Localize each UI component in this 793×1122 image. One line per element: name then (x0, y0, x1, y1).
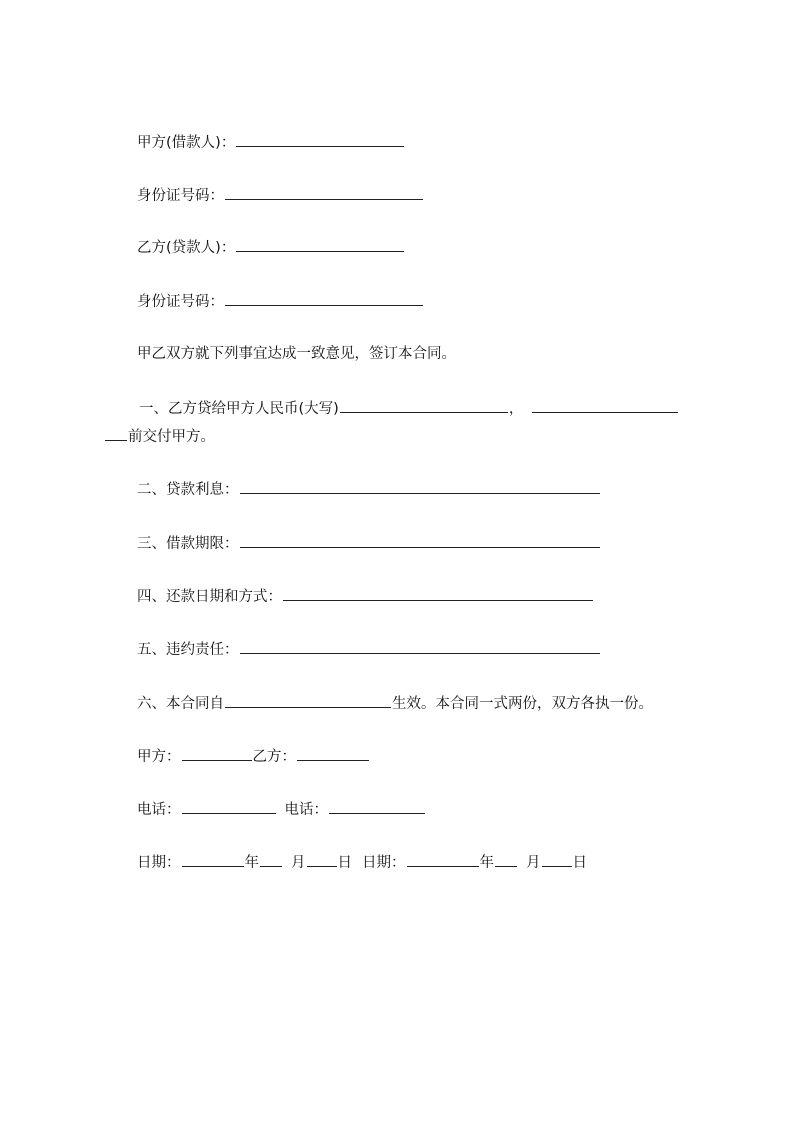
clause-6-suffix: 生效。本合同一式两份，双方各执一份。 (392, 696, 653, 712)
clause-1-line2 (104, 426, 215, 447)
date-line (137, 852, 587, 873)
clause-1-amount-blank[interactable] (340, 398, 508, 413)
date-a-day-blank[interactable] (307, 852, 337, 867)
id-a-line (137, 185, 424, 206)
date-a-month-blank[interactable] (260, 852, 282, 867)
party-b-blank[interactable] (236, 237, 404, 252)
party-a-blank[interactable] (236, 132, 404, 147)
clause-6-blank[interactable] (225, 693, 391, 708)
clause-5-blank[interactable] (240, 639, 600, 654)
sign-a-blank[interactable] (182, 746, 252, 761)
party-a-label: 甲方(借款人)： (137, 135, 236, 151)
clause-3-blank[interactable] (240, 533, 600, 548)
clause-2-line (137, 479, 601, 500)
clause-1-prefix: 一、乙方贷给甲方人民币(大写) (139, 401, 339, 417)
phone-b-blank[interactable] (329, 799, 425, 814)
sign-b-label: 乙方： (252, 749, 296, 765)
date-b-day-blank[interactable] (542, 852, 572, 867)
date-a-year-blank[interactable] (182, 852, 244, 867)
intro-text: 甲乙双方就下列事宜达成一致意见，签订本合同。 (137, 346, 456, 362)
date-a-day: 日 (337, 855, 352, 871)
party-b-label: 乙方(贷款人)： (137, 240, 236, 256)
clause-1-date-blank[interactable] (532, 398, 678, 413)
date-b-month: 月 (526, 855, 541, 871)
clause-1-suffix: 前交付甲方。 (128, 429, 215, 445)
clause-1-date-blank-cont[interactable] (105, 426, 127, 441)
party-a-line (137, 132, 405, 153)
id-b-blank[interactable] (225, 291, 423, 306)
clause-4-line (137, 586, 594, 607)
sign-b-blank[interactable] (297, 746, 369, 761)
clause-2-label: 二、贷款利息： (137, 482, 239, 498)
id-a-blank[interactable] (225, 185, 423, 200)
clause-4-label: 四、还款日期和方式： (137, 589, 282, 605)
date-b-year-blank[interactable] (407, 852, 479, 867)
id-a-label: 身份证号码： (137, 188, 224, 204)
date-b-label: 日期： (362, 855, 406, 871)
id-b-line (137, 291, 424, 312)
id-b-label: 身份证号码： (137, 294, 224, 310)
date-a-month: 月 (291, 855, 306, 871)
sign-a-label: 甲方： (137, 749, 181, 765)
clause-1-comma: ， (508, 401, 524, 417)
clause-6-line (137, 693, 653, 714)
clause-5-label: 五、违约责任： (137, 642, 239, 658)
clause-3-label: 三、借款期限： (137, 536, 239, 552)
date-b-year: 年 (479, 855, 494, 871)
date-b-day: 日 (572, 855, 587, 871)
clause-5-line (137, 639, 601, 660)
sign-line (137, 746, 370, 767)
phone-b-label: 电话： (284, 802, 328, 818)
date-b-month-blank[interactable] (495, 852, 517, 867)
clause-6-prefix: 六、本合同自 (137, 696, 224, 712)
date-a-year: 年 (244, 855, 259, 871)
party-b-line (137, 237, 405, 258)
phone-line (137, 799, 426, 820)
date-a-label: 日期： (137, 855, 181, 871)
clause-2-blank[interactable] (240, 479, 600, 494)
phone-a-label: 电话： (137, 802, 181, 818)
clause-4-blank[interactable] (283, 586, 593, 601)
clause-1-line1 (139, 398, 679, 419)
phone-a-blank[interactable] (182, 799, 276, 814)
clause-3-line (137, 533, 601, 554)
